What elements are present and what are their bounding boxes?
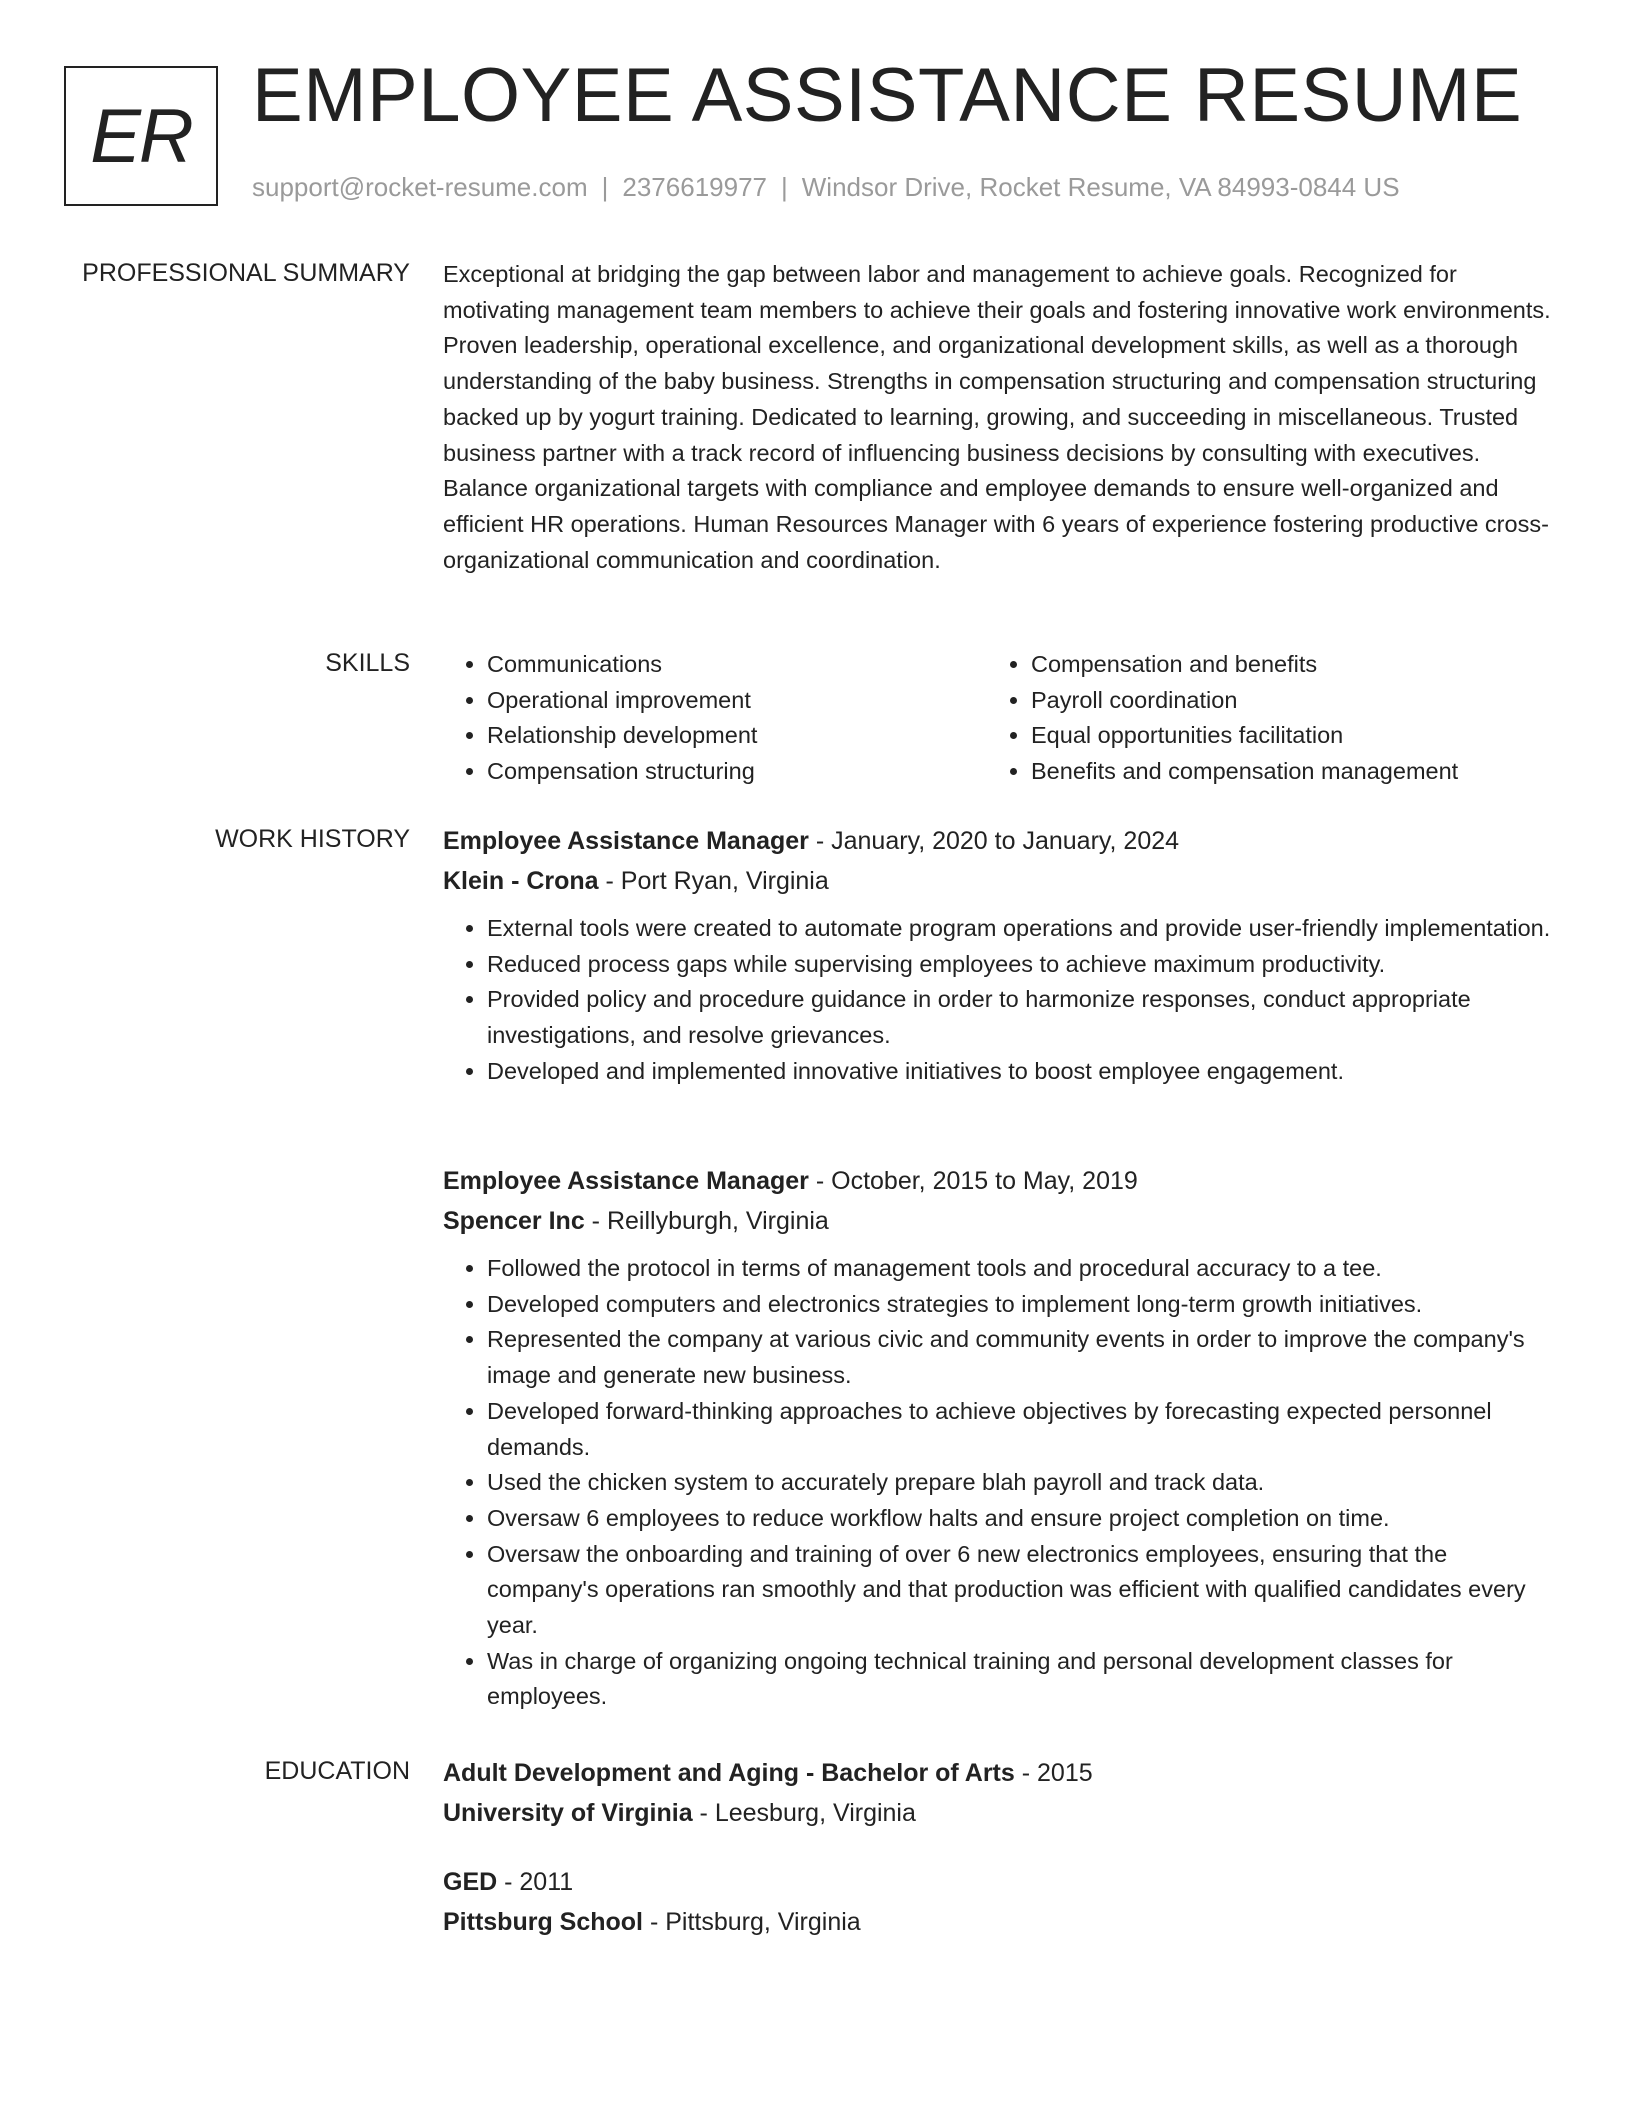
job-bullet: • Developed forward-thinking approaches to achieve objectives by forecasting expected personnel demands. [487, 1394, 1558, 1465]
degree-line [443, 1862, 1558, 1902]
section-label-work-history: WORK HISTORY [215, 825, 410, 853]
job-entry [443, 1161, 1558, 1715]
job-bullet: • Used the chicken system to accurately prepare blah payroll and track data. [487, 1465, 1558, 1501]
job-bullet: • Developed and implemented innovative initiatives to boost employee engagement. [487, 1054, 1558, 1090]
job-location: - Port Ryan, Virginia [598, 867, 829, 895]
skill-item: • Payroll coordination [1031, 683, 1458, 719]
skill-item: • Equal opportunities facilitation [1031, 718, 1458, 754]
school-location: - Leesburg, Virginia [692, 1799, 916, 1827]
skills-section [443, 647, 1558, 790]
job-bullets [443, 1251, 1558, 1715]
job-bullet: • Reduced process gaps while supervising employees to achieve maximum productivity. [487, 947, 1558, 983]
job-title-line [443, 821, 1558, 861]
job-bullet: • Oversaw 6 employees to reduce workflow halts and ensure project completion on time. [487, 1501, 1558, 1537]
job-bullet: • Provided policy and procedure guidance in order to harmonize responses, conduct appropriate investigations, and resolve grievances. [487, 982, 1558, 1053]
school-line [443, 1902, 1558, 1942]
summary-text: Exceptional at bridging the gap between labor and management to achieve goals. Recognized for motivating management team members to achieve their goals and fostering innovative work environments. Proven leadership, operational excellence, and organizational development skills, as well as a thorough understanding of the baby business. Strengths in compensation structuring and compensation structuring backed up by yogurt training. Dedicated to learning, growing, and succeeding in miscellaneous. Trusted business partner with a track record of influencing business decisions by consulting with executives. Balance organizational targets with compliance and employee demands to ensure well-organized and efficient HR operations. Human Resources Manager with 6 years of experience fostering productive cross-organizational communication and coordination. [443, 261, 1551, 573]
job-location: - Reillyburgh, Virginia [584, 1207, 829, 1235]
job-bullets [443, 911, 1558, 1090]
job-title: Employee Assistance Manager [443, 1167, 809, 1195]
job-bullet: • Oversaw the onboarding and training of over 6 new electronics employees, ensuring that the company's operations ran smoothly and that production was efficient with qualified candidates every year. [487, 1537, 1558, 1644]
section-label-education: EDUCATION [264, 1757, 410, 1785]
skills-list-right [987, 647, 1458, 790]
contact-address: Windsor Drive, Rocket Resume, VA 84993-0844 US [801, 172, 1400, 202]
school-line [443, 1793, 1558, 1833]
skills-list-left [443, 647, 987, 790]
job-bullet: • Developed computers and electronics strategies to implement long-term growth initiatives. [487, 1287, 1558, 1323]
job-company: Klein - Crona [443, 867, 599, 895]
skill-item: • Compensation and benefits [1031, 647, 1458, 683]
school-name: Pittsburg School [443, 1908, 643, 1936]
job-bullet: • Followed the protocol in terms of management tools and procedural accuracy to a tee. [487, 1251, 1558, 1287]
summary-section [443, 257, 1558, 578]
job-company: Spencer Inc [443, 1207, 585, 1235]
skill-item: • Relationship development [487, 718, 987, 754]
contact-separator: | [601, 172, 609, 202]
skill-item: • Benefits and compensation management [1031, 754, 1458, 790]
monogram-badge: ER [64, 66, 218, 206]
job-dates: - October, 2015 to May, 2019 [808, 1167, 1138, 1195]
job-dates: - January, 2020 to January, 2024 [808, 827, 1180, 855]
degree-line [443, 1753, 1558, 1793]
degree-name: GED [443, 1868, 498, 1896]
degree-year: - 2011 [497, 1868, 574, 1896]
skill-item: • Operational improvement [487, 683, 987, 719]
contact-line [252, 174, 1400, 200]
school-location: - Pittsburg, Virginia [643, 1908, 861, 1936]
job-entry [443, 821, 1558, 1090]
skill-item: • Compensation structuring [487, 754, 987, 790]
school-name: University of Virginia [443, 1799, 693, 1827]
degree-year: - 2015 [1014, 1759, 1093, 1787]
degree-name: Adult Development and Aging - Bachelor of Arts [443, 1759, 1015, 1787]
education-entry [443, 1753, 1558, 1833]
job-bullet: • Was in charge of organizing ongoing technical training and personal development classes for employees. [487, 1644, 1558, 1715]
skill-item: • Communications [487, 647, 987, 683]
resume-title: EMPLOYEE ASSISTANCE RESUME [252, 53, 1523, 138]
job-title: Employee Assistance Manager [443, 827, 809, 855]
contact-phone: 2376619977 [622, 172, 767, 202]
job-company-line [443, 1201, 1558, 1241]
education-entry [443, 1862, 1558, 1942]
contact-separator: | [781, 172, 788, 202]
section-label-skills: SKILLS [325, 649, 410, 677]
job-title-line [443, 1161, 1558, 1201]
contact-email: support@rocket-resume.com [252, 172, 588, 202]
job-bullet: • External tools were created to automate program operations and provide user-friendly implementation. [487, 911, 1558, 947]
section-label-summary: PROFESSIONAL SUMMARY [82, 259, 410, 287]
job-bullet: • Represented the company at various civic and community events in order to improve the company's image and generate new business. [487, 1322, 1558, 1393]
job-company-line [443, 861, 1558, 901]
